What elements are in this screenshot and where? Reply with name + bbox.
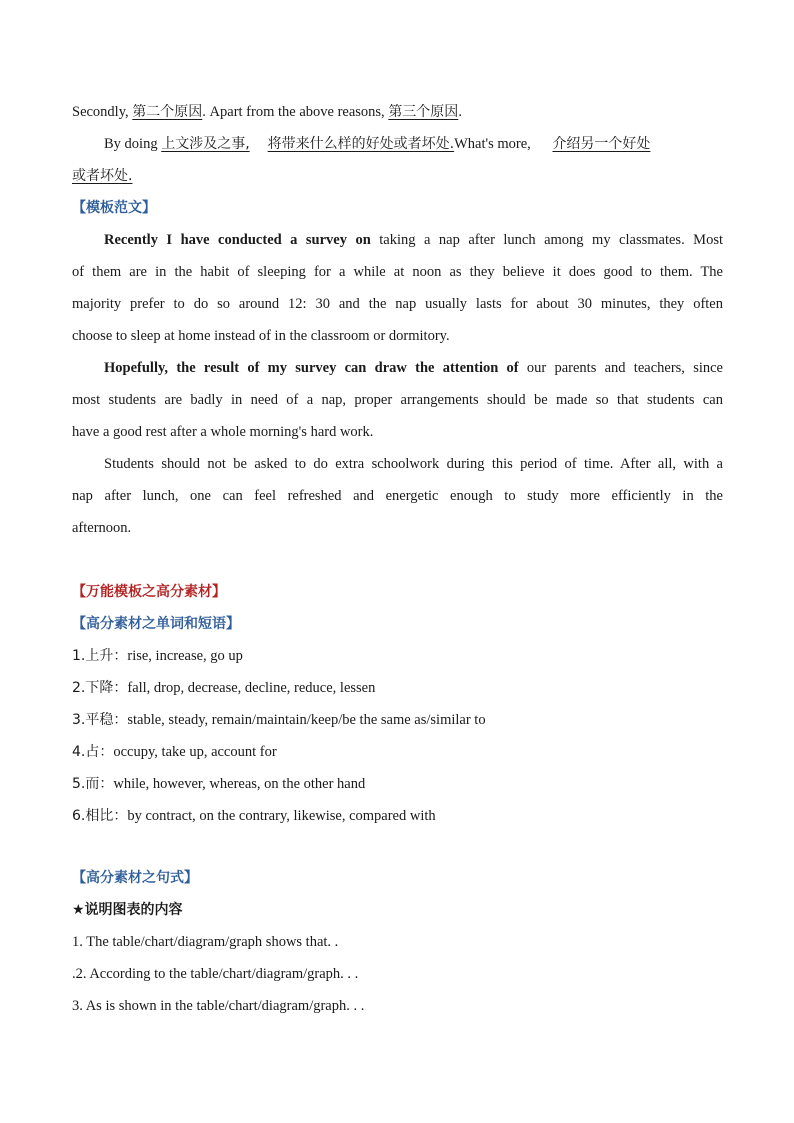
sample-p2-bold: Hopefully, the result of my survey can draw the attention of — [104, 360, 519, 376]
list-item — [72, 736, 723, 768]
words-heading: 【高分素材之单词和短语】 — [72, 616, 240, 632]
list-item: 1. The table/chart/diagram/graph shows that. . — [72, 934, 339, 950]
list-item — [72, 768, 723, 800]
list-item: .2. According to the table/chart/diagram/graph. . . — [72, 966, 359, 982]
word-text: stable, steady, remain/maintain/keep/be the same as/similar to — [127, 712, 486, 728]
word-text: fall, drop, decrease, decline, reduce, lessen — [127, 680, 376, 696]
list-item — [72, 800, 723, 832]
word-label: 6.相比： — [72, 808, 128, 824]
placeholder-or-harm: 或者坏处. — [72, 168, 133, 184]
template-line-secondly — [72, 96, 723, 128]
sample-p2-line2: most students are badly in need of a nap, proper arrangements should be made so that students can — [72, 392, 723, 408]
word-label: 4.占： — [72, 744, 114, 760]
sample-p1-line2: of them are in the habit of sleeping for a while at noon as they believe it does good to them. The — [72, 264, 723, 280]
placeholder-benefit-harm: 将带来什么样的好处或者坏处. — [267, 136, 455, 152]
word-label: 3.平稳： — [72, 712, 128, 728]
text-whats-more: What's more, — [454, 136, 535, 152]
sample-p3-line3: afternoon. — [72, 520, 132, 536]
list-item — [72, 640, 723, 672]
list-item: 3. As is shown in the table/chart/diagram/graph. . . — [72, 998, 365, 1014]
word-label: 1.上升： — [72, 648, 128, 664]
sample-p3-line2: nap after lunch, one can feel refreshed and energetic enough to study more efficiently in the — [72, 488, 723, 504]
sample-p1-line4: choose to sleep at home instead of in the classroom or dormitory. — [72, 328, 450, 344]
text-secondly: Secondly, — [72, 104, 133, 120]
text-period: . — [458, 104, 462, 120]
placeholder-second-reason: 第二个原因 — [132, 104, 203, 120]
template-line-by-doing — [72, 128, 723, 160]
sample-essay-heading: 【模板范文】 — [72, 200, 156, 216]
sample-p2-rest: our parents and teachers, since — [518, 360, 723, 376]
word-label: 5.而： — [72, 776, 114, 792]
sample-p1-line3: majority prefer to do so around 12: 30 and the nap usually lasts for about 30 minutes, they often — [72, 296, 723, 312]
sample-p1-line1 — [72, 224, 723, 256]
placeholder-third-reason: 第三个原因 — [388, 104, 459, 120]
text-apart-from: . Apart from the above reasons, — [202, 104, 389, 120]
document-body — [72, 96, 723, 1022]
sample-p2-line1 — [72, 352, 723, 384]
sample-p1-bold: Recently I have conducted a survey on — [104, 232, 371, 248]
sample-p1-rest: taking a nap after lunch among my classmates. Most — [370, 232, 723, 248]
word-text: by contract, on the contrary, likewise, compared with — [127, 808, 436, 824]
word-label: 2.下降： — [72, 680, 128, 696]
sample-p3-line1: Students should not be asked to do extra schoolwork during this period of time. After all, with a — [104, 456, 723, 472]
list-item — [72, 704, 723, 736]
placeholder-above-matter: 上文涉及之事, — [161, 136, 250, 152]
placeholder-another-benefit: 介绍另一个好处 — [552, 136, 651, 152]
list-item — [72, 672, 723, 704]
word-text: rise, increase, go up — [127, 648, 243, 664]
text-by-doing: By doing — [104, 136, 162, 152]
material-heading: 【万能模板之高分素材】 — [72, 584, 226, 600]
sentence-heading: 【高分素材之句式】 — [72, 870, 198, 886]
sentence-list — [72, 926, 723, 1022]
word-list — [72, 640, 723, 832]
chart-description-heading: ★说明图表的内容 — [72, 902, 183, 918]
template-line-continued — [72, 160, 723, 192]
word-text: occupy, take up, account for — [113, 744, 277, 760]
word-text: while, however, whereas, on the other hand — [113, 776, 366, 792]
sample-p2-line3: have a good rest after a whole morning's hard work. — [72, 424, 374, 440]
